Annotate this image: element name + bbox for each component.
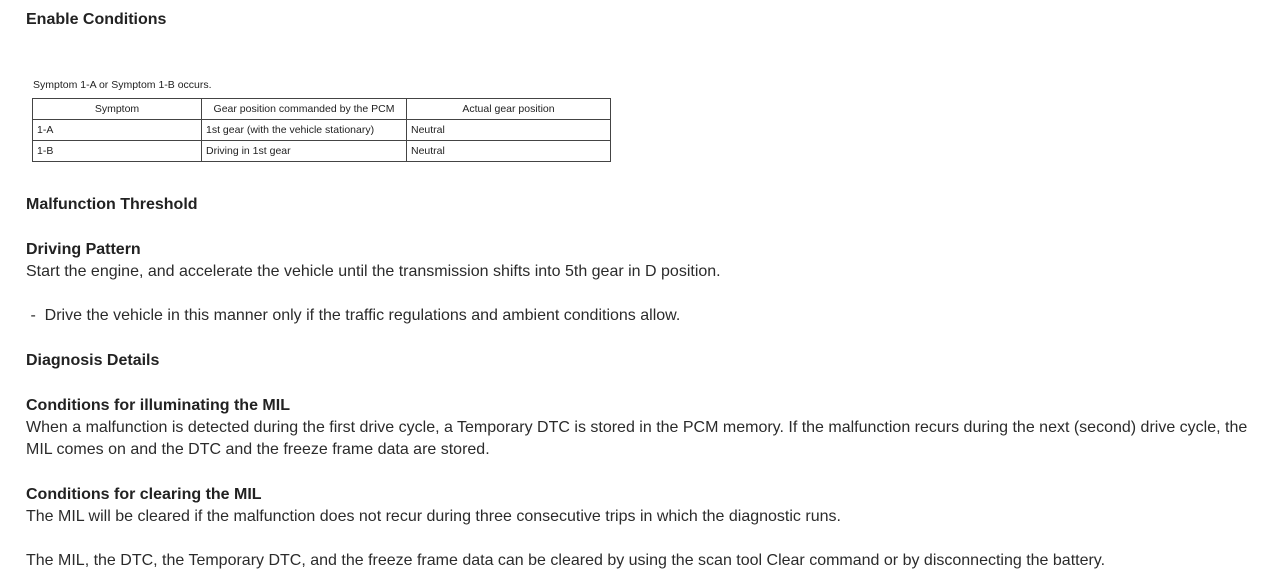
table-row xyxy=(33,120,611,141)
malfunction-threshold-heading: Malfunction Threshold xyxy=(26,196,198,213)
table-header-row xyxy=(33,99,611,120)
symptom-table xyxy=(32,98,611,162)
table-cell: 1-B xyxy=(33,141,202,162)
column-header-commanded-gear: Gear position commanded by the PCM xyxy=(202,99,407,120)
clearing-mil-heading: Conditions for clearing the MIL xyxy=(26,486,262,503)
table-cell: 1st gear (with the vehicle stationary) xyxy=(202,120,407,141)
column-header-actual-gear: Actual gear position xyxy=(407,99,611,120)
driving-pattern-text: Start the engine, and accelerate the vehicle until the transmission shifts into 5th gear in D position. xyxy=(26,263,721,280)
table-cell: Driving in 1st gear xyxy=(202,141,407,162)
table-row xyxy=(33,141,611,162)
illuminating-mil-heading: Conditions for illuminating the MIL xyxy=(26,397,290,414)
table-cell: Neutral xyxy=(407,120,611,141)
table-cell: Neutral xyxy=(407,141,611,162)
enable-conditions-heading: Enable Conditions xyxy=(26,11,167,28)
clearing-mil-text: The MIL will be cleared if the malfunction does not recur during three consecutive trips in which the diagnostic runs. xyxy=(26,508,841,525)
table-cell: 1-A xyxy=(33,120,202,141)
driving-pattern-heading: Driving Pattern xyxy=(26,241,141,258)
symptom-caption: Symptom 1-A or Symptom 1-B occurs. xyxy=(33,79,212,91)
illuminating-mil-text: When a malfunction is detected during the first drive cycle, a Temporary DTC is stored in the PCM memory. If the malfunction recurs during the next (second) drive cycle, the MIL comes on and the DTC and the freeze frame data are stored. xyxy=(26,419,1248,458)
column-header-symptom: Symptom xyxy=(33,99,202,120)
driving-pattern-note: - Drive the vehicle in this manner only if the traffic regulations and ambient conditions allow. xyxy=(26,307,681,324)
diagnosis-details-heading: Diagnosis Details xyxy=(26,352,160,369)
clearing-mil-text-2: The MIL, the DTC, the Temporary DTC, and the freeze frame data can be cleared by using the scan tool Clear command or by disconnecting the battery. xyxy=(26,552,1106,569)
